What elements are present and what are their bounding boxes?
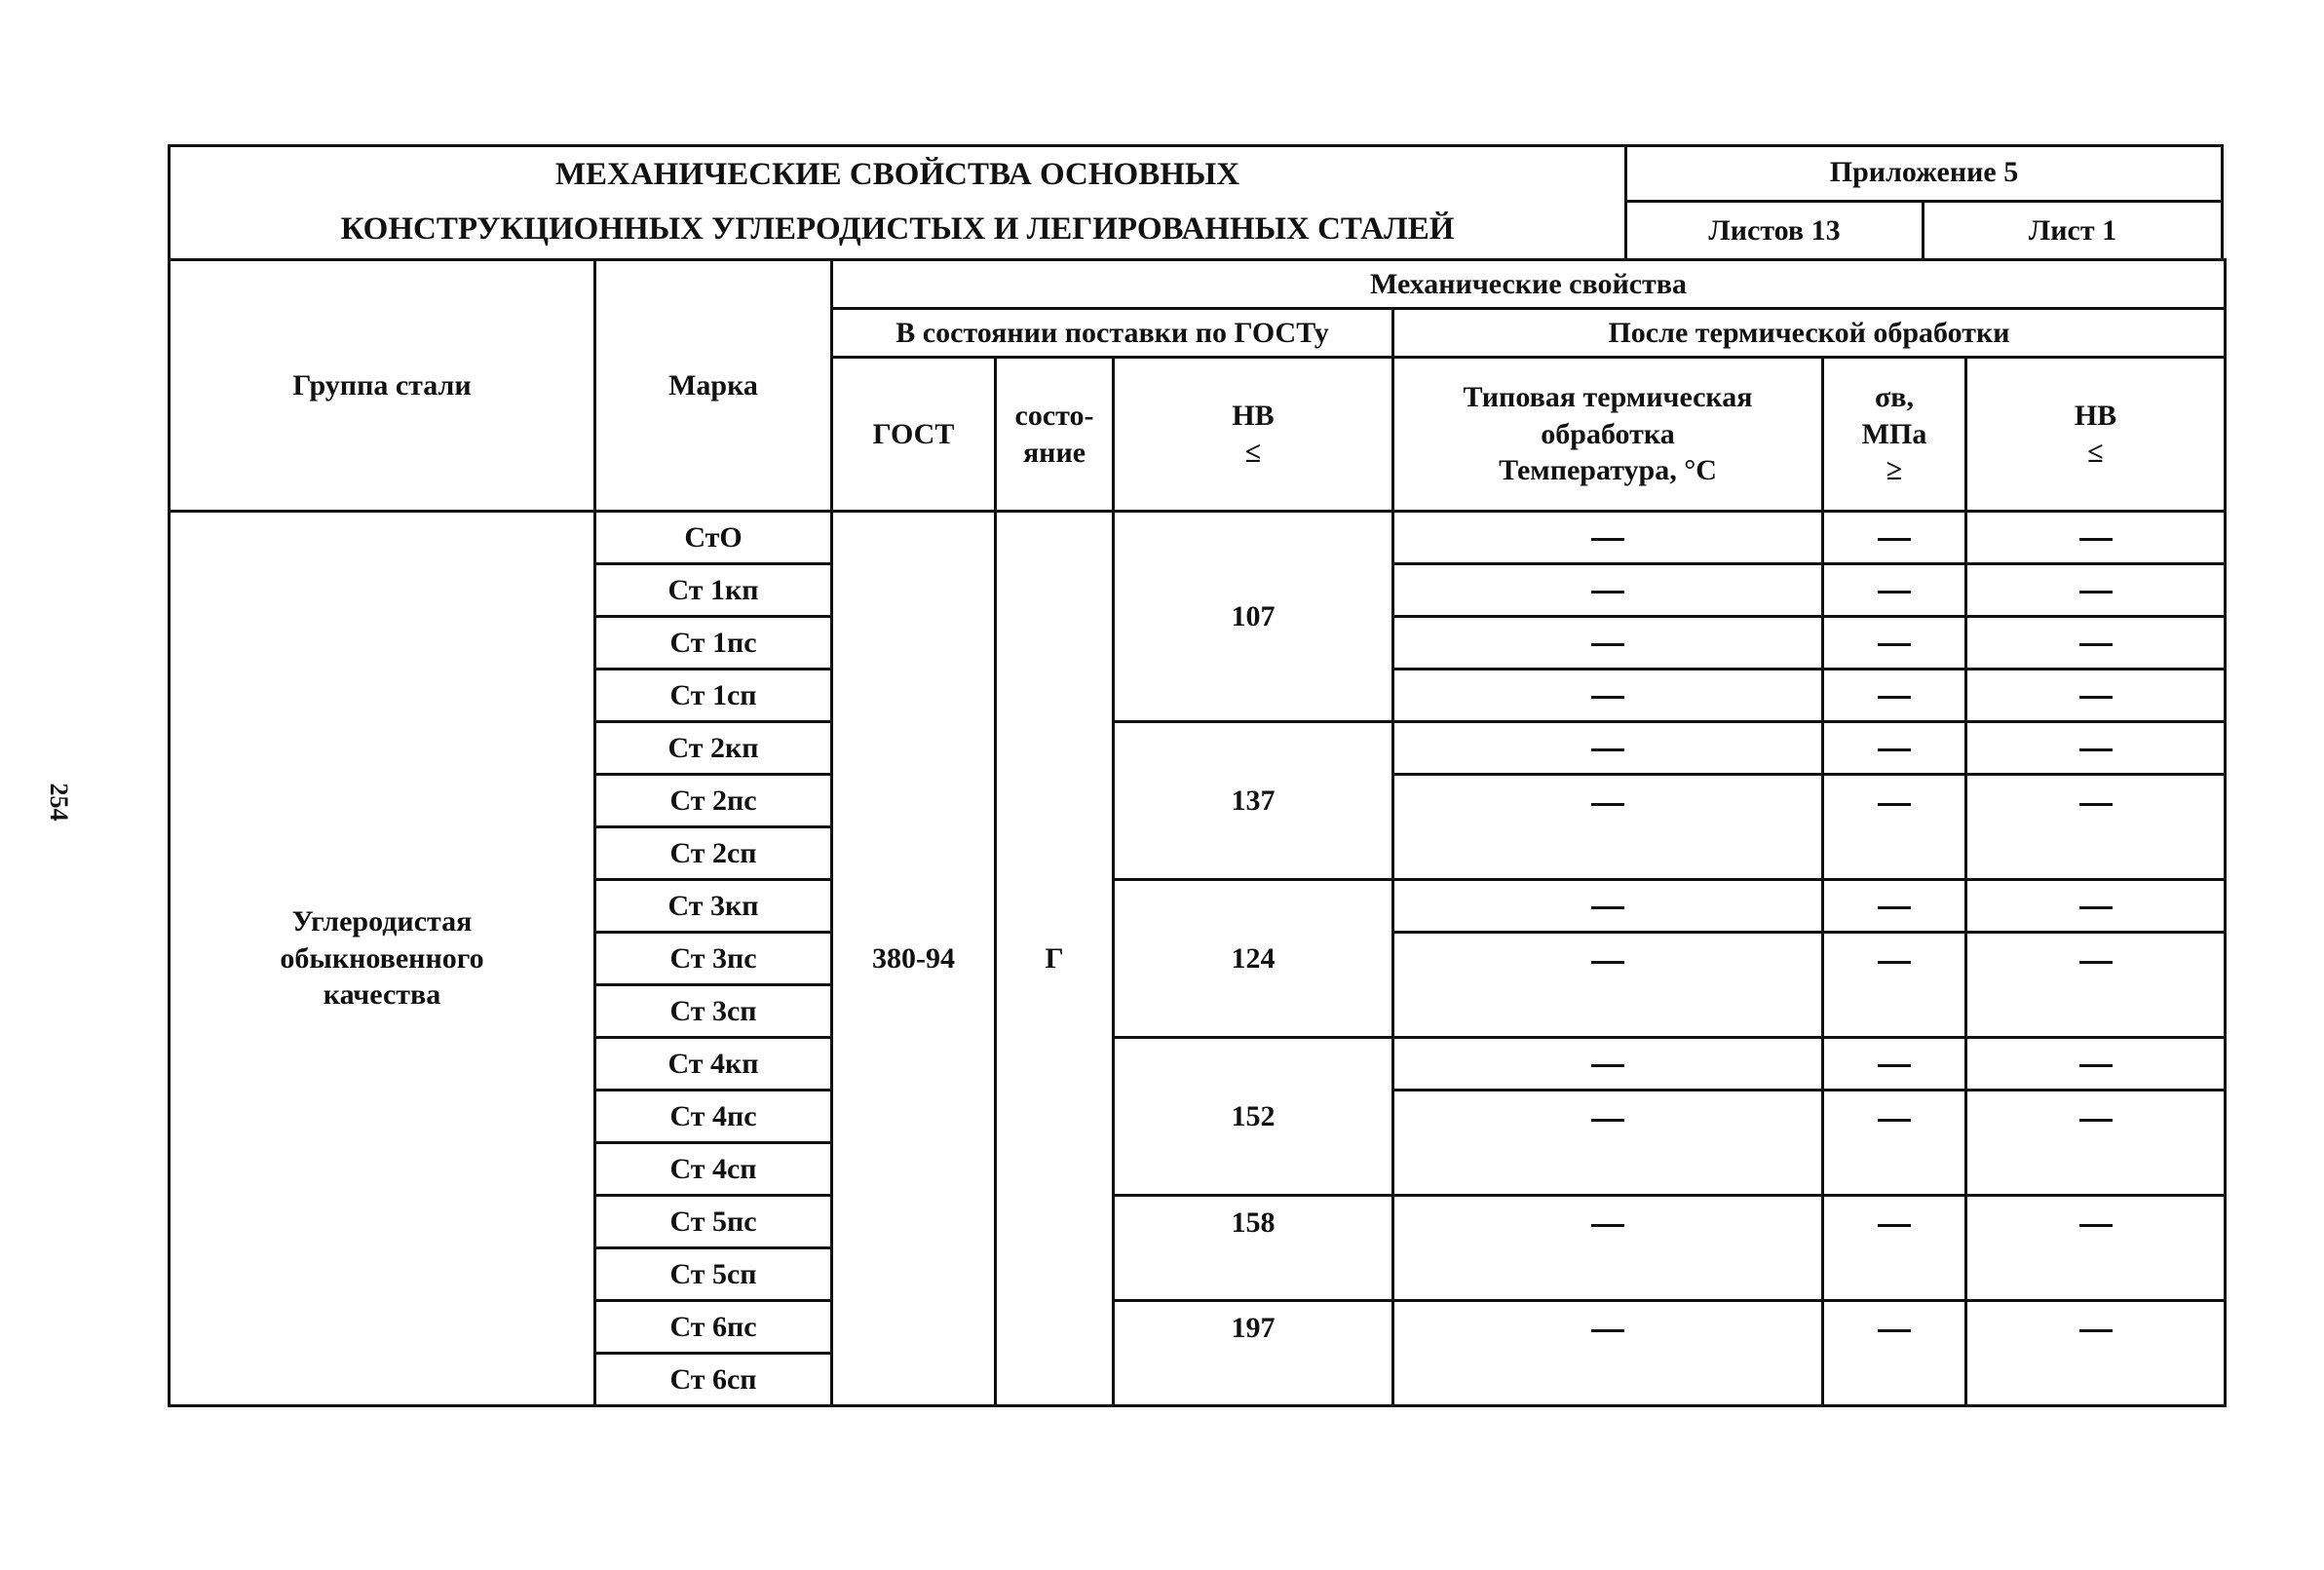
sigma-cell <box>1823 722 1966 775</box>
sigma-cell <box>1823 1091 1966 1196</box>
heat-cell <box>1393 880 1823 933</box>
grade-cell: Ст 6пс <box>595 1301 832 1354</box>
header-gost: ГОСТ <box>832 358 996 512</box>
sigma-cell <box>1823 1038 1966 1091</box>
header-hb-after <box>1966 358 2226 512</box>
hb-after-cell <box>1966 880 2226 933</box>
grade-cell: Ст 2пс <box>595 775 832 827</box>
document-title <box>171 147 1627 258</box>
dash-mark <box>1591 696 1624 699</box>
sigma-cell <box>1823 564 1966 617</box>
header-state <box>996 358 1114 512</box>
hb-after-cell <box>1966 564 2226 617</box>
hb-cell: 124 <box>1114 880 1393 1038</box>
sheets-total: Листов 13 <box>1627 203 1924 258</box>
dash-mark <box>2079 803 2113 806</box>
dash-mark <box>1591 1119 1624 1122</box>
hb-after-cell <box>1966 775 2226 880</box>
gost-cell: 380-94 <box>832 512 996 1406</box>
hb-after-cell <box>1966 722 2226 775</box>
dash-mark <box>2079 748 2113 751</box>
grade-cell: Ст 1кп <box>595 564 832 617</box>
group-line-2: обыкновенного <box>280 941 484 975</box>
header-sigma-line2: МПа <box>1861 417 1927 450</box>
sigma-cell <box>1823 880 1966 933</box>
dash-mark <box>2079 1064 2113 1067</box>
header-hb-le: ≤ <box>1244 436 1262 469</box>
header-sigma <box>1823 358 1966 512</box>
header-state-line1: состо- <box>1014 400 1094 432</box>
header-mech-props: Механические свойства <box>832 260 2226 309</box>
heat-cell <box>1393 722 1823 775</box>
state-cell: Г <box>996 512 1114 1406</box>
hb-after-cell <box>1966 1196 2226 1301</box>
sigma-cell <box>1823 617 1966 670</box>
header-sigma-line1: σв, <box>1874 381 1915 414</box>
heat-cell <box>1393 670 1823 722</box>
sigma-cell <box>1823 1301 1966 1406</box>
header-heat-line1: Типовая термическая <box>1463 381 1753 414</box>
grade-cell: Ст 4кп <box>595 1038 832 1091</box>
heat-cell <box>1393 1301 1823 1406</box>
dash-mark <box>1878 696 1911 699</box>
grade-cell: Ст 4пс <box>595 1091 832 1143</box>
hb-cell: 158 <box>1114 1196 1393 1301</box>
grade-cell: Ст 2сп <box>595 827 832 880</box>
dash-mark <box>2079 696 2113 699</box>
dash-mark <box>2079 906 2113 909</box>
header-hb2-label: НВ <box>2074 400 2117 432</box>
dash-mark <box>2079 538 2113 541</box>
grade-cell: Ст 4сп <box>595 1143 832 1196</box>
grade-cell: Ст 5сп <box>595 1248 832 1301</box>
title-line-1: МЕХАНИЧЕСКИЕ СВОЙСТВА ОСНОВНЫХ <box>554 157 1240 192</box>
dash-mark <box>1878 1064 1911 1067</box>
grade-cell: СтО <box>595 512 832 564</box>
dash-mark <box>1878 538 1911 541</box>
dash-mark <box>1878 961 1911 964</box>
grade-cell: Ст 3пс <box>595 933 832 985</box>
header-hb2-le: ≤ <box>2087 436 2104 469</box>
page-number: 254 <box>45 783 73 822</box>
dash-mark <box>2079 591 2113 594</box>
header-hb-label: НВ <box>1232 400 1275 432</box>
dash-mark <box>1591 538 1624 541</box>
hb-after-cell <box>1966 617 2226 670</box>
hb-after-cell <box>1966 1091 2226 1196</box>
group-line-1: Углеродистая <box>291 905 473 938</box>
hb-after-cell <box>1966 670 2226 722</box>
sigma-cell <box>1823 670 1966 722</box>
grade-cell: Ст 6сп <box>595 1354 832 1406</box>
dash-mark <box>1878 643 1911 646</box>
grade-cell: Ст 3кп <box>595 880 832 933</box>
header-hb <box>1114 358 1393 512</box>
header-state-line2: яние <box>1022 436 1086 469</box>
heat-cell <box>1393 512 1823 564</box>
properties-table <box>168 258 2227 1407</box>
grade-cell: Ст 2кп <box>595 722 832 775</box>
heat-cell <box>1393 1091 1823 1196</box>
sigma-cell <box>1823 1196 1966 1301</box>
grade-cell: Ст 5пс <box>595 1196 832 1248</box>
hb-cell: 197 <box>1114 1301 1393 1406</box>
dash-mark <box>1591 643 1624 646</box>
heat-cell <box>1393 1196 1823 1301</box>
hb-after-cell <box>1966 512 2226 564</box>
header-heat-line2: обработка <box>1541 417 1675 450</box>
group-line-3: качества <box>323 978 441 1012</box>
dash-mark <box>1591 803 1624 806</box>
title-line-2: КОНСТРУКЦИОННЫХ УГЛЕРОДИСТЫХ И ЛЕГИРОВАННЫХ СТАЛЕЙ <box>340 211 1455 247</box>
dash-mark <box>1878 591 1911 594</box>
header-grade: Марка <box>595 260 832 512</box>
header-heat-treatment <box>1393 358 1823 512</box>
grade-cell: Ст 1сп <box>595 670 832 722</box>
dash-mark <box>2079 1119 2113 1122</box>
sigma-cell <box>1823 775 1966 880</box>
dash-mark <box>1591 961 1624 964</box>
dash-mark <box>1591 906 1624 909</box>
dash-mark <box>1591 1224 1624 1227</box>
appendix-label: Приложение 5 <box>1627 147 2221 203</box>
header-sigma-ge: ≥ <box>1886 454 1903 487</box>
grade-cell: Ст 3сп <box>595 985 832 1038</box>
dash-mark <box>1591 1064 1624 1067</box>
title-block <box>168 144 2224 261</box>
hb-after-cell <box>1966 933 2226 1038</box>
dash-mark <box>2079 1329 2113 1332</box>
hb-cell: 137 <box>1114 722 1393 880</box>
sigma-cell <box>1823 512 1966 564</box>
hb-cell: 107 <box>1114 512 1393 722</box>
dash-mark <box>1878 1119 1911 1122</box>
hb-cell: 152 <box>1114 1038 1393 1196</box>
dash-mark <box>2079 1224 2113 1227</box>
dash-mark <box>2079 643 2113 646</box>
hb-after-cell <box>1966 1038 2226 1091</box>
dash-mark <box>1878 906 1911 909</box>
dash-mark <box>2079 961 2113 964</box>
dash-mark <box>1878 1224 1911 1227</box>
header-group: Группа стали <box>170 260 595 512</box>
heat-cell <box>1393 775 1823 880</box>
hb-after-cell <box>1966 1301 2226 1406</box>
group-cell <box>170 512 595 1406</box>
dash-mark <box>1591 1329 1624 1332</box>
dash-mark <box>1878 748 1911 751</box>
header-as-delivered: В состоянии поставки по ГОСТу <box>832 309 1393 358</box>
dash-mark <box>1591 591 1624 594</box>
grade-cell: Ст 1пс <box>595 617 832 670</box>
heat-cell <box>1393 564 1823 617</box>
sheet-current: Лист 1 <box>2028 214 2117 247</box>
header-heat-line3: Температура, °С <box>1499 454 1717 487</box>
sigma-cell <box>1823 933 1966 1038</box>
dash-mark <box>1591 748 1624 751</box>
dash-mark <box>1878 1329 1911 1332</box>
heat-cell <box>1393 933 1823 1038</box>
dash-mark <box>1878 803 1911 806</box>
heat-cell <box>1393 617 1823 670</box>
header-after-heat: После термической обработки <box>1393 309 2226 358</box>
heat-cell <box>1393 1038 1823 1091</box>
